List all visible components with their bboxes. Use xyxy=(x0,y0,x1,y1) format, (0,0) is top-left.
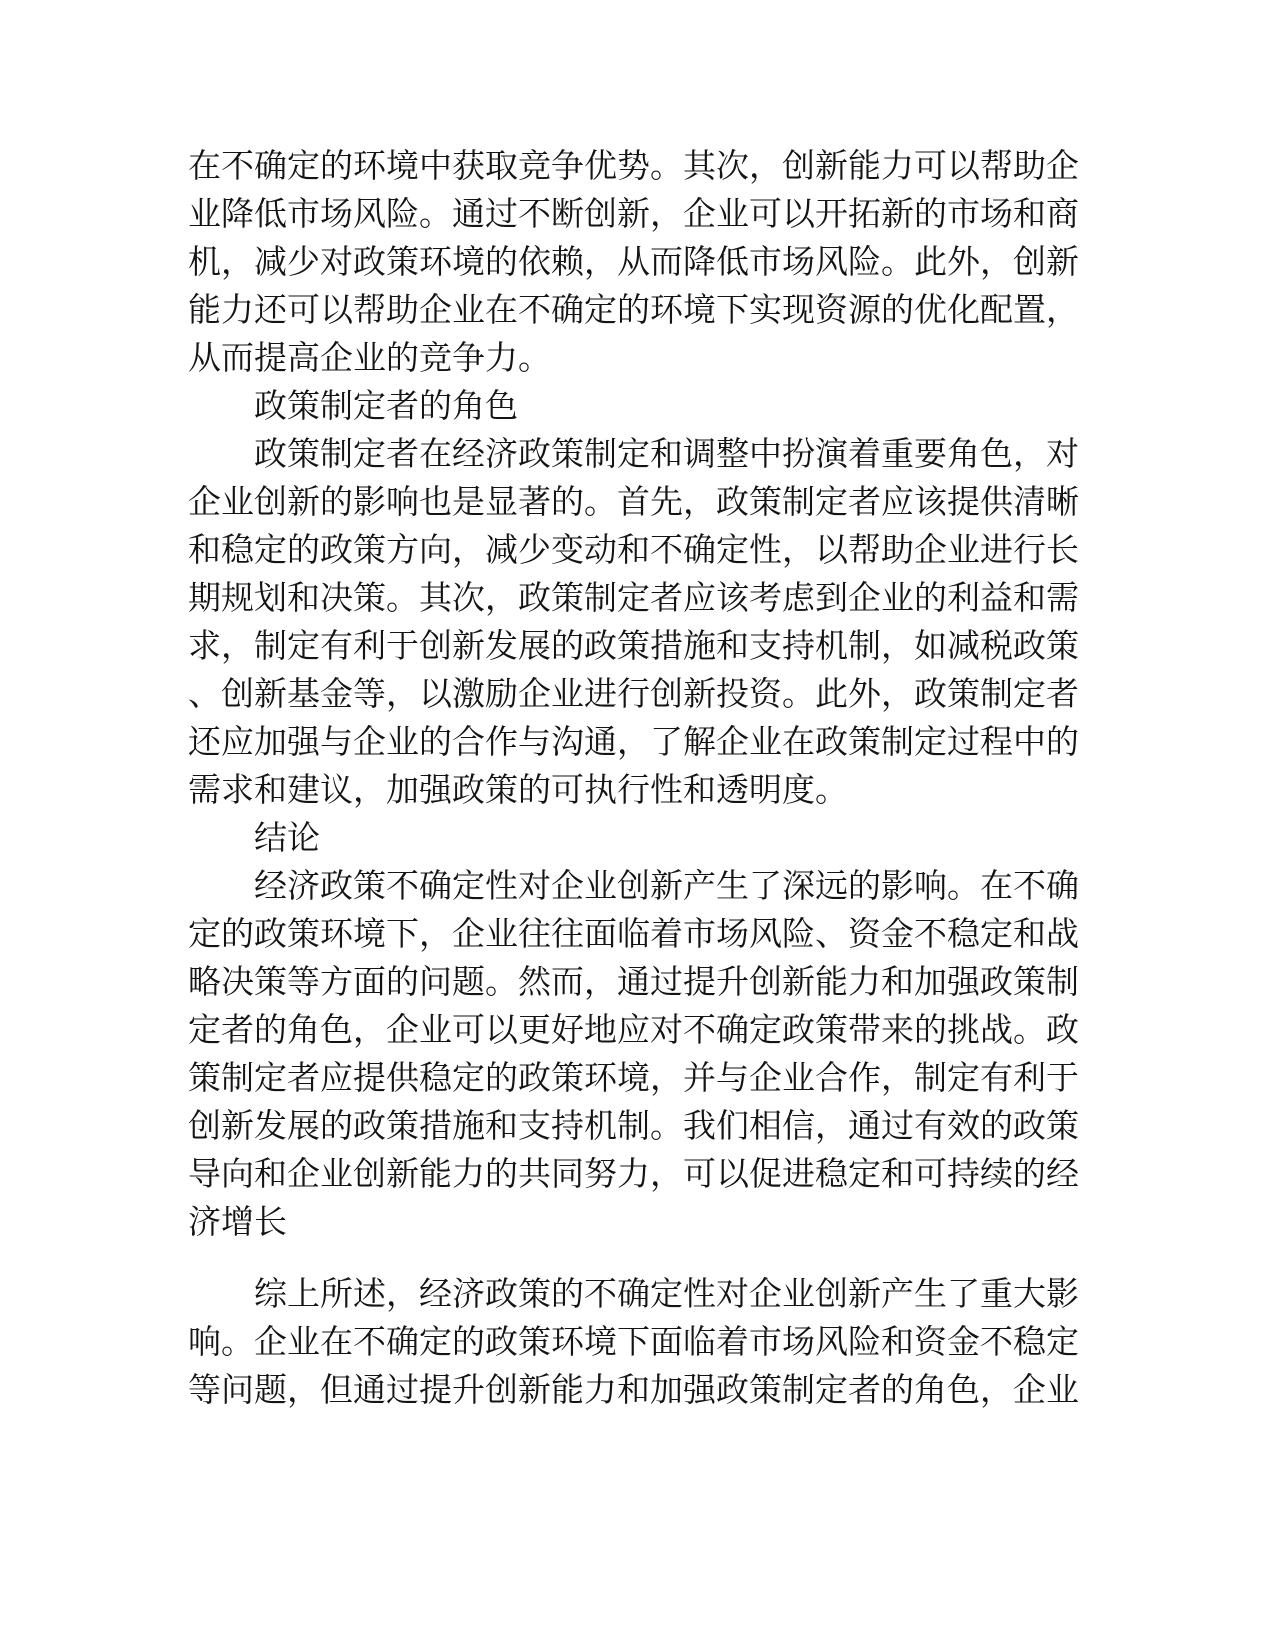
text-line: 在不确定的环境中获取竞争优势。其次，创新能力可以帮助企 xyxy=(188,146,1079,185)
text-line: 济增长 xyxy=(188,1202,287,1241)
text-line: 从而提高企业的竞争力。 xyxy=(188,338,551,377)
section-heading-policy-makers xyxy=(188,382,1088,430)
text-line: 定者的角色，企业可以更好地应对不确定政策带来的挑战。政 xyxy=(188,1010,1079,1049)
text-line: 综上所述，经济政策的不确定性对企业创新产生了重大影 xyxy=(254,1274,1079,1313)
paragraph-summary xyxy=(188,1270,1088,1414)
text-line: 等问题，但通过提升创新能力和加强政策制定者的角色，企业 xyxy=(188,1370,1079,1409)
text-line: 和稳定的政策方向，减少变动和不确定性，以帮助企业进行长 xyxy=(188,530,1079,569)
paragraph-innovation-continued xyxy=(188,142,1088,382)
section-heading: 政策制定者的角色 xyxy=(254,386,518,425)
text-line: 期规划和决策。其次，政策制定者应该考虑到企业的利益和需 xyxy=(188,578,1079,617)
text-line: 略决策等方面的问题。然而，通过提升创新能力和加强政策制 xyxy=(188,962,1079,1001)
text-line: 能力还可以帮助企业在不确定的环境下实现资源的优化配置， xyxy=(188,290,1079,329)
text-line: 经济政策不确定性对企业创新产生了深远的影响。在不确 xyxy=(254,866,1079,905)
paragraph-conclusion xyxy=(188,862,1088,1246)
text-line: 业降低市场风险。通过不断创新，企业可以开拓新的市场和商 xyxy=(188,194,1079,233)
paragraph-policy-makers xyxy=(188,430,1088,814)
text-line: 创新发展的政策措施和支持机制。我们相信，通过有效的政策 xyxy=(188,1106,1079,1145)
text-line: 响。企业在不确定的政策环境下面临着市场风险和资金不稳定 xyxy=(188,1322,1079,1361)
text-line: 策制定者应提供稳定的政策环境，并与企业合作，制定有利于 xyxy=(188,1058,1079,1097)
section-heading: 结论 xyxy=(254,818,320,857)
text-line: 需求和建议，加强政策的可执行性和透明度。 xyxy=(188,770,848,809)
text-line: 导向和企业创新能力的共同努力，可以促进稳定和可持续的经 xyxy=(188,1154,1079,1193)
text-line: 还应加强与企业的合作与沟通，了解企业在政策制定过程中的 xyxy=(188,722,1079,761)
text-line: 机，减少对政策环境的依赖，从而降低市场风险。此外，创新 xyxy=(188,242,1079,281)
section-heading-conclusion xyxy=(188,814,1088,862)
text-line: 、创新基金等，以激励企业进行创新投资。此外，政策制定者 xyxy=(188,674,1079,713)
text-line: 求，制定有利于创新发展的政策措施和支持机制，如减税政策 xyxy=(188,626,1079,665)
text-line: 企业创新的影响也是显著的。首先，政策制定者应该提供清晰 xyxy=(188,482,1079,521)
text-line: 政策制定者在经济政策制定和调整中扮演着重要角色，对 xyxy=(254,434,1079,473)
text-line: 定的政策环境下，企业往往面临着市场风险、资金不稳定和战 xyxy=(188,914,1079,953)
